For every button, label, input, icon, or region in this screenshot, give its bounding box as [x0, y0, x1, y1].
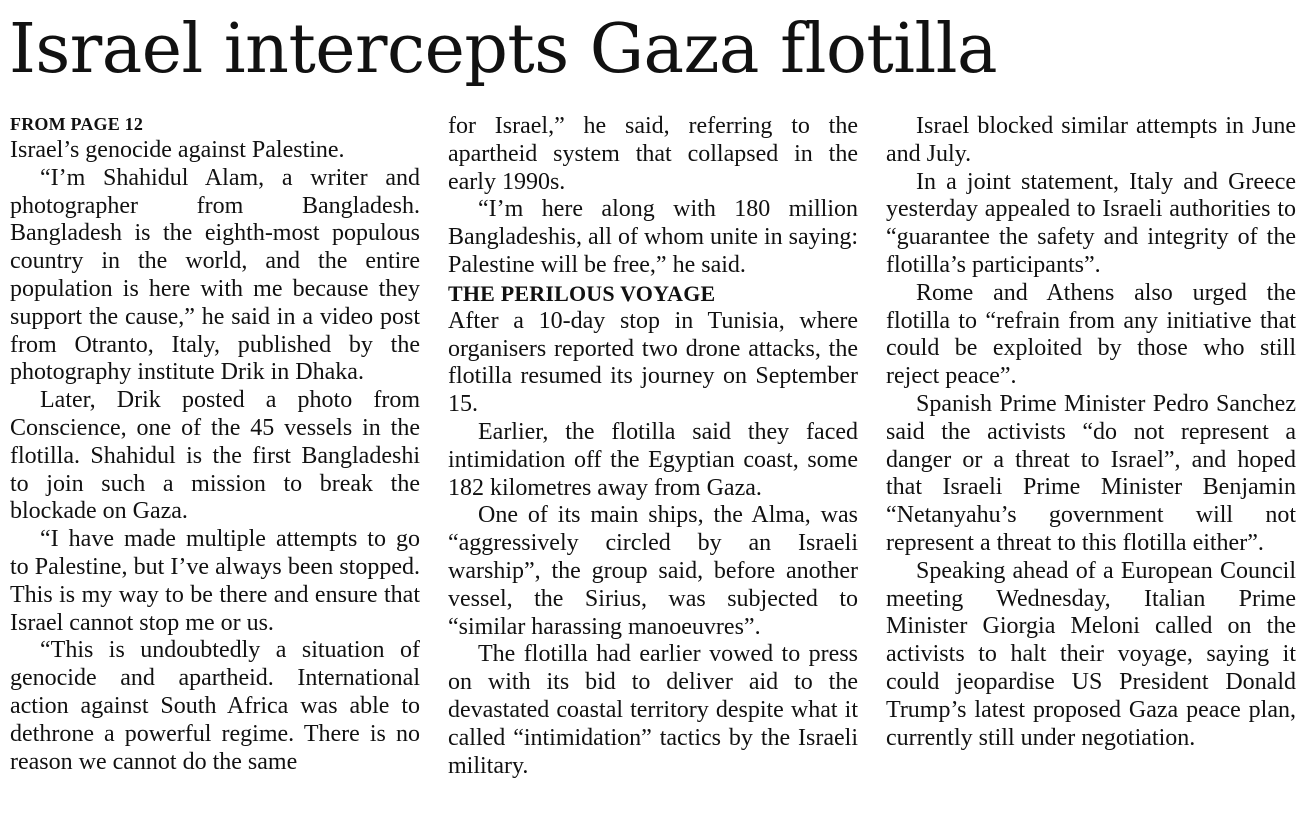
paragraph: “This is undoubtedly a situation of genocide and apartheid. International action against South Africa was able to dethrone a powerful regime. There is no reason we cannot do the same	[10, 637, 420, 775]
paragraph: Rome and Athens also urged the flotilla to “refrain from any initiative that could be exploited by those who still reject peace”.	[886, 279, 1296, 390]
paragraph: One of its main ships, the Alma, was “aggressively circled by an Israeli warship”, the group said, before another vessel, the Sirius, was subjected to “similar harassing manoeuvres”.	[448, 502, 858, 640]
paragraph: The flotilla had earlier vowed to press on with its bid to deliver aid to the devastated coastal territory despite what it called “intimidation” tactics by the Israeli military.	[448, 641, 858, 779]
article-column-3	[886, 113, 1296, 752]
paragraph: “I’m here along with 180 million Bangladeshis, all of whom unite in saying: Palestine will be free,” he said.	[448, 196, 858, 278]
paragraph: Speaking ahead of a European Council meeting Wednesday, Italian Prime Minister Giorgia Meloni called on the activists to halt their voyage, saying it could jeopardise US President Donald Trump’s latest proposed Gaza peace plan, currently still under negotiation.	[886, 557, 1296, 751]
section-subhead: THE PERILOUS VOYAGE	[448, 280, 716, 306]
paragraph: Spanish Prime Minister Pedro Sanchez said the activists “do not represent a danger or a threat to Israel”, and hoped that Israeli Prime Minister Benjamin “Netanyahu’s government will not represent a threat to this flotilla either”.	[886, 390, 1296, 556]
paragraph: for Israel,” he said, referring to the apartheid system that collapsed in the early 1990s.	[448, 113, 858, 195]
paragraph: Israel blocked similar attempts in June and July.	[886, 113, 1296, 167]
paragraph: Earlier, the flotilla said they faced intimidation off the Egyptian coast, some 182 kilometres away from Gaza.	[448, 418, 858, 501]
paragraph: “I have made multiple attempts to go to Palestine, but I’ve always been stopped. This is my way to be there and ensure that Israel cannot stop me or us.	[10, 526, 420, 636]
continued-from-kicker: FROM PAGE 12	[10, 114, 144, 134]
paragraph: In a joint statement, Italy and Greece yesterday appealed to Israeli authorities to “guarantee the safety and integrity of the flotilla’s participants”.	[886, 168, 1296, 278]
paragraph: Israel’s genocide against Palestine.	[10, 137, 345, 163]
paragraph: Later, Drik posted a photo from Conscience, one of the 45 vessels in the flotilla. Shahidul is the first Bangladeshi to join such a mission to break the blockade on Gaza.	[10, 387, 420, 525]
article-column-1	[10, 113, 420, 776]
paragraph: “I’m Shahidul Alam, a writer and photographer from Bangladesh. Bangladesh is the eighth-most populous country in the world, and the entire population is here with me because they support the cause,” he said in a video post from Otranto, Italy, published by the photography institute Drik in Dhaka.	[10, 164, 420, 386]
article-column-2	[448, 113, 858, 780]
paragraph: After a 10-day stop in Tunisia, where organisers reported two drone attacks, the flotilla resumed its journey on September 15.	[448, 307, 858, 418]
headline: Israel intercepts Gaza flotilla	[9, 10, 998, 89]
